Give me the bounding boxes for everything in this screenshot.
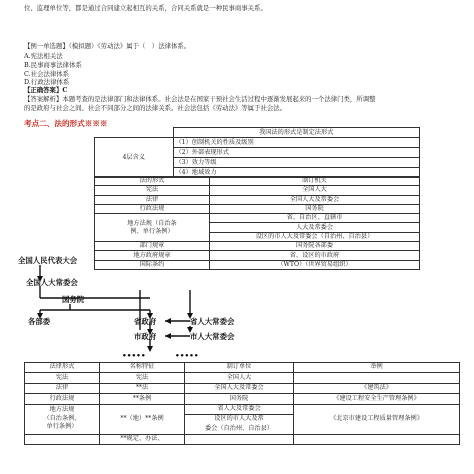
table3-form (25, 404, 100, 434)
table3-form-line: 地方法规 (49, 406, 75, 414)
option-d: D.行政法律体系 (24, 78, 70, 86)
table3-name: **条例 (100, 394, 185, 404)
table3-example: 《建筑法》 (294, 383, 460, 393)
table2-body: 设区的市人大及常委会（自治州、自治县） (210, 232, 420, 241)
table2-body: 省、自治区、直辖市 (210, 214, 420, 223)
table2-body: 全国人大及常委会 (210, 195, 420, 204)
table3-header: 名称特征 (100, 363, 185, 373)
analysis-line-1: 【答案解析】本题考查的是法律部门和法律体系。社会法是在国家干预社会生活过程中逐渐发展起来的一个法律门类，所调整 (24, 95, 376, 103)
tree-dots-left: ••••• (122, 351, 146, 360)
table2-body: 省、设区的市政府 (210, 251, 420, 260)
table2-form: 部门规章 (95, 242, 210, 251)
option-c: C.社会法律体系 (24, 70, 70, 78)
table2-body: （WTO）（世界贸易组织） (210, 260, 420, 269)
table2-body: 人大及常委会 (210, 223, 420, 232)
table1-header: 我国法的形式是制定法形式 (173, 128, 420, 138)
table3-unit: 委会（自治州、自治县） (185, 424, 294, 434)
table3-header: 法律形式 (25, 363, 100, 373)
table3-header: 举例 (294, 363, 460, 373)
table3-header: 制订单位 (185, 363, 294, 373)
table3-name: **法 (100, 383, 185, 393)
table2-body: 国务院各部委 (210, 242, 420, 251)
table3-name: 宪法 (100, 373, 185, 383)
table2-form-line: 地方法规（自治条 (127, 219, 177, 227)
correct-answer: 【正确答案】C (24, 86, 68, 94)
question-title: 【例一单选题】（模拟题）《劳动法》属于（ ）法律体系。 (24, 42, 191, 50)
table3-form-line: 单行条例） (46, 423, 78, 431)
table3-form: 宪法 (25, 373, 100, 383)
tree-npcsc: 全国人大常委会 (26, 278, 78, 287)
tree-prov-gov: 省政府 (134, 317, 157, 326)
table2-body: 国务院 (210, 204, 420, 213)
tree-state-council: 国务院 (62, 295, 85, 304)
tree-dots-right: ••••• (175, 351, 199, 360)
table3-form: 行政法规 (25, 394, 100, 404)
table3-unit: 全国人大及常委会 (185, 383, 294, 393)
law-form-example-table (24, 362, 460, 445)
tree-npc: 全国人民代表大会 (18, 256, 78, 265)
table2-body: 全国人大 (210, 186, 420, 195)
table3-name: **（地）**条例 (100, 404, 185, 434)
table2-form: 国际条约 (95, 260, 210, 269)
table3-example (294, 373, 460, 383)
table3-form: 法律 (25, 383, 100, 393)
table1-left-label: 4层含义 (95, 138, 174, 178)
table3-unit: 省人大及常委会 (185, 404, 294, 414)
table1-row: （2）外部表现形式 (173, 148, 420, 158)
table3-unit: 设区的市人大及常 (185, 414, 294, 424)
table2-form-line: 例、单行条例） (130, 227, 174, 235)
table2-form: 地方政府规章 (95, 251, 210, 260)
table3-unit: 全国人大 (185, 373, 294, 383)
table2-form: 法律 (95, 195, 210, 204)
table2-form: 宪法 (95, 186, 210, 195)
table3-example: 《建设工程安全生产管理条例》 (294, 394, 460, 404)
table3-form-line: （自治条例、 (43, 414, 81, 422)
intro-line: 位、监理单位等，都是通过合同建立起相互的关系，合同关系就是一种民事商事关系。 (24, 4, 267, 12)
section-title-text: 考点二、法的形式 (24, 119, 85, 128)
table3-unit: 国务院 (185, 394, 294, 404)
table1-row: （1）创制机关的性质及级别 (173, 138, 420, 148)
table1-row: （3）效力等级 (173, 158, 420, 168)
option-a: A.宪法相关法 (24, 52, 63, 60)
option-b: B.民事商事法律体系 (24, 61, 82, 69)
tree-prov-npcsc: 省人大常委会 (190, 317, 235, 326)
table2-header-body: 制订机关 (210, 177, 420, 186)
table3-name: **规定、办法、 (100, 434, 185, 444)
table3-form (25, 434, 100, 444)
table3-example (294, 434, 460, 444)
tree-city-gov: 市政府 (134, 332, 157, 341)
table3-unit (185, 434, 294, 444)
tree-city-npcsc: 市人大常委会 (190, 332, 235, 341)
tree-ministries: 各部委 (28, 317, 51, 326)
table2-form: 行政法规 (95, 204, 210, 213)
table2-header-form: 法的形式 (95, 177, 210, 186)
analysis-line-2: 的是政府与社会之间、社会不同部分之间的法律关系。社会法包括《劳动法》等属于社会法。 (24, 104, 287, 112)
section-stars: ※※※ (84, 119, 108, 128)
table1-row: （4）地域效力 (173, 168, 420, 178)
table3-example: 《北京市建设工程质量管理条例》 (294, 404, 460, 434)
